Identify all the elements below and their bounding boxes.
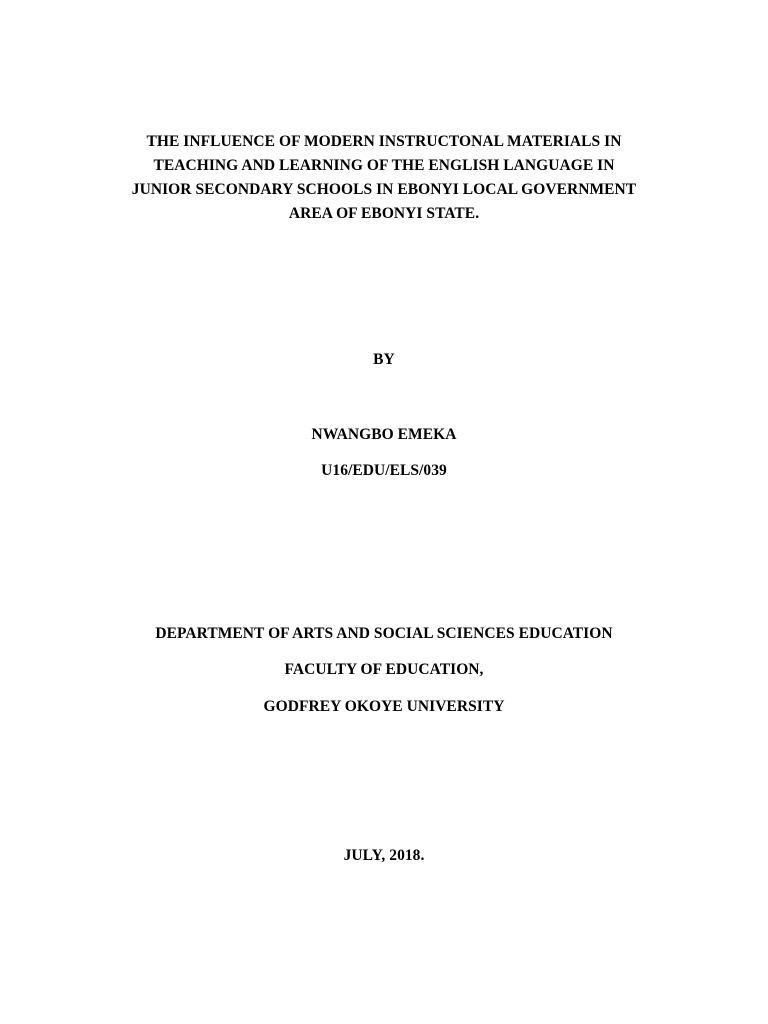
university: GODFREY OKOYE UNIVERSITY (263, 698, 505, 715)
author-name: NWANGBO EMEKA (311, 426, 457, 443)
title-line-2: TEACHING AND LEARNING OF THE ENGLISH LANGUAGE IN (153, 157, 615, 174)
title-line-3: JUNIOR SECONDARY SCHOOLS IN EBONYI LOCAL GOVERNMENT (131, 181, 637, 198)
submission-date: JULY, 2018. (343, 847, 425, 864)
title-line-1: THE INFLUENCE OF MODERN INSTRUCTONAL MATERIALS IN (146, 133, 622, 150)
faculty: FACULTY OF EDUCATION, (284, 661, 484, 678)
title-line-4: AREA OF EBONYI STATE. (288, 205, 480, 222)
author-reg-number: U16/EDU/ELS/039 (321, 462, 447, 479)
department: DEPARTMENT OF ARTS AND SOCIAL SCIENCES EDUCATION (155, 625, 613, 642)
by-label: BY (373, 351, 395, 368)
